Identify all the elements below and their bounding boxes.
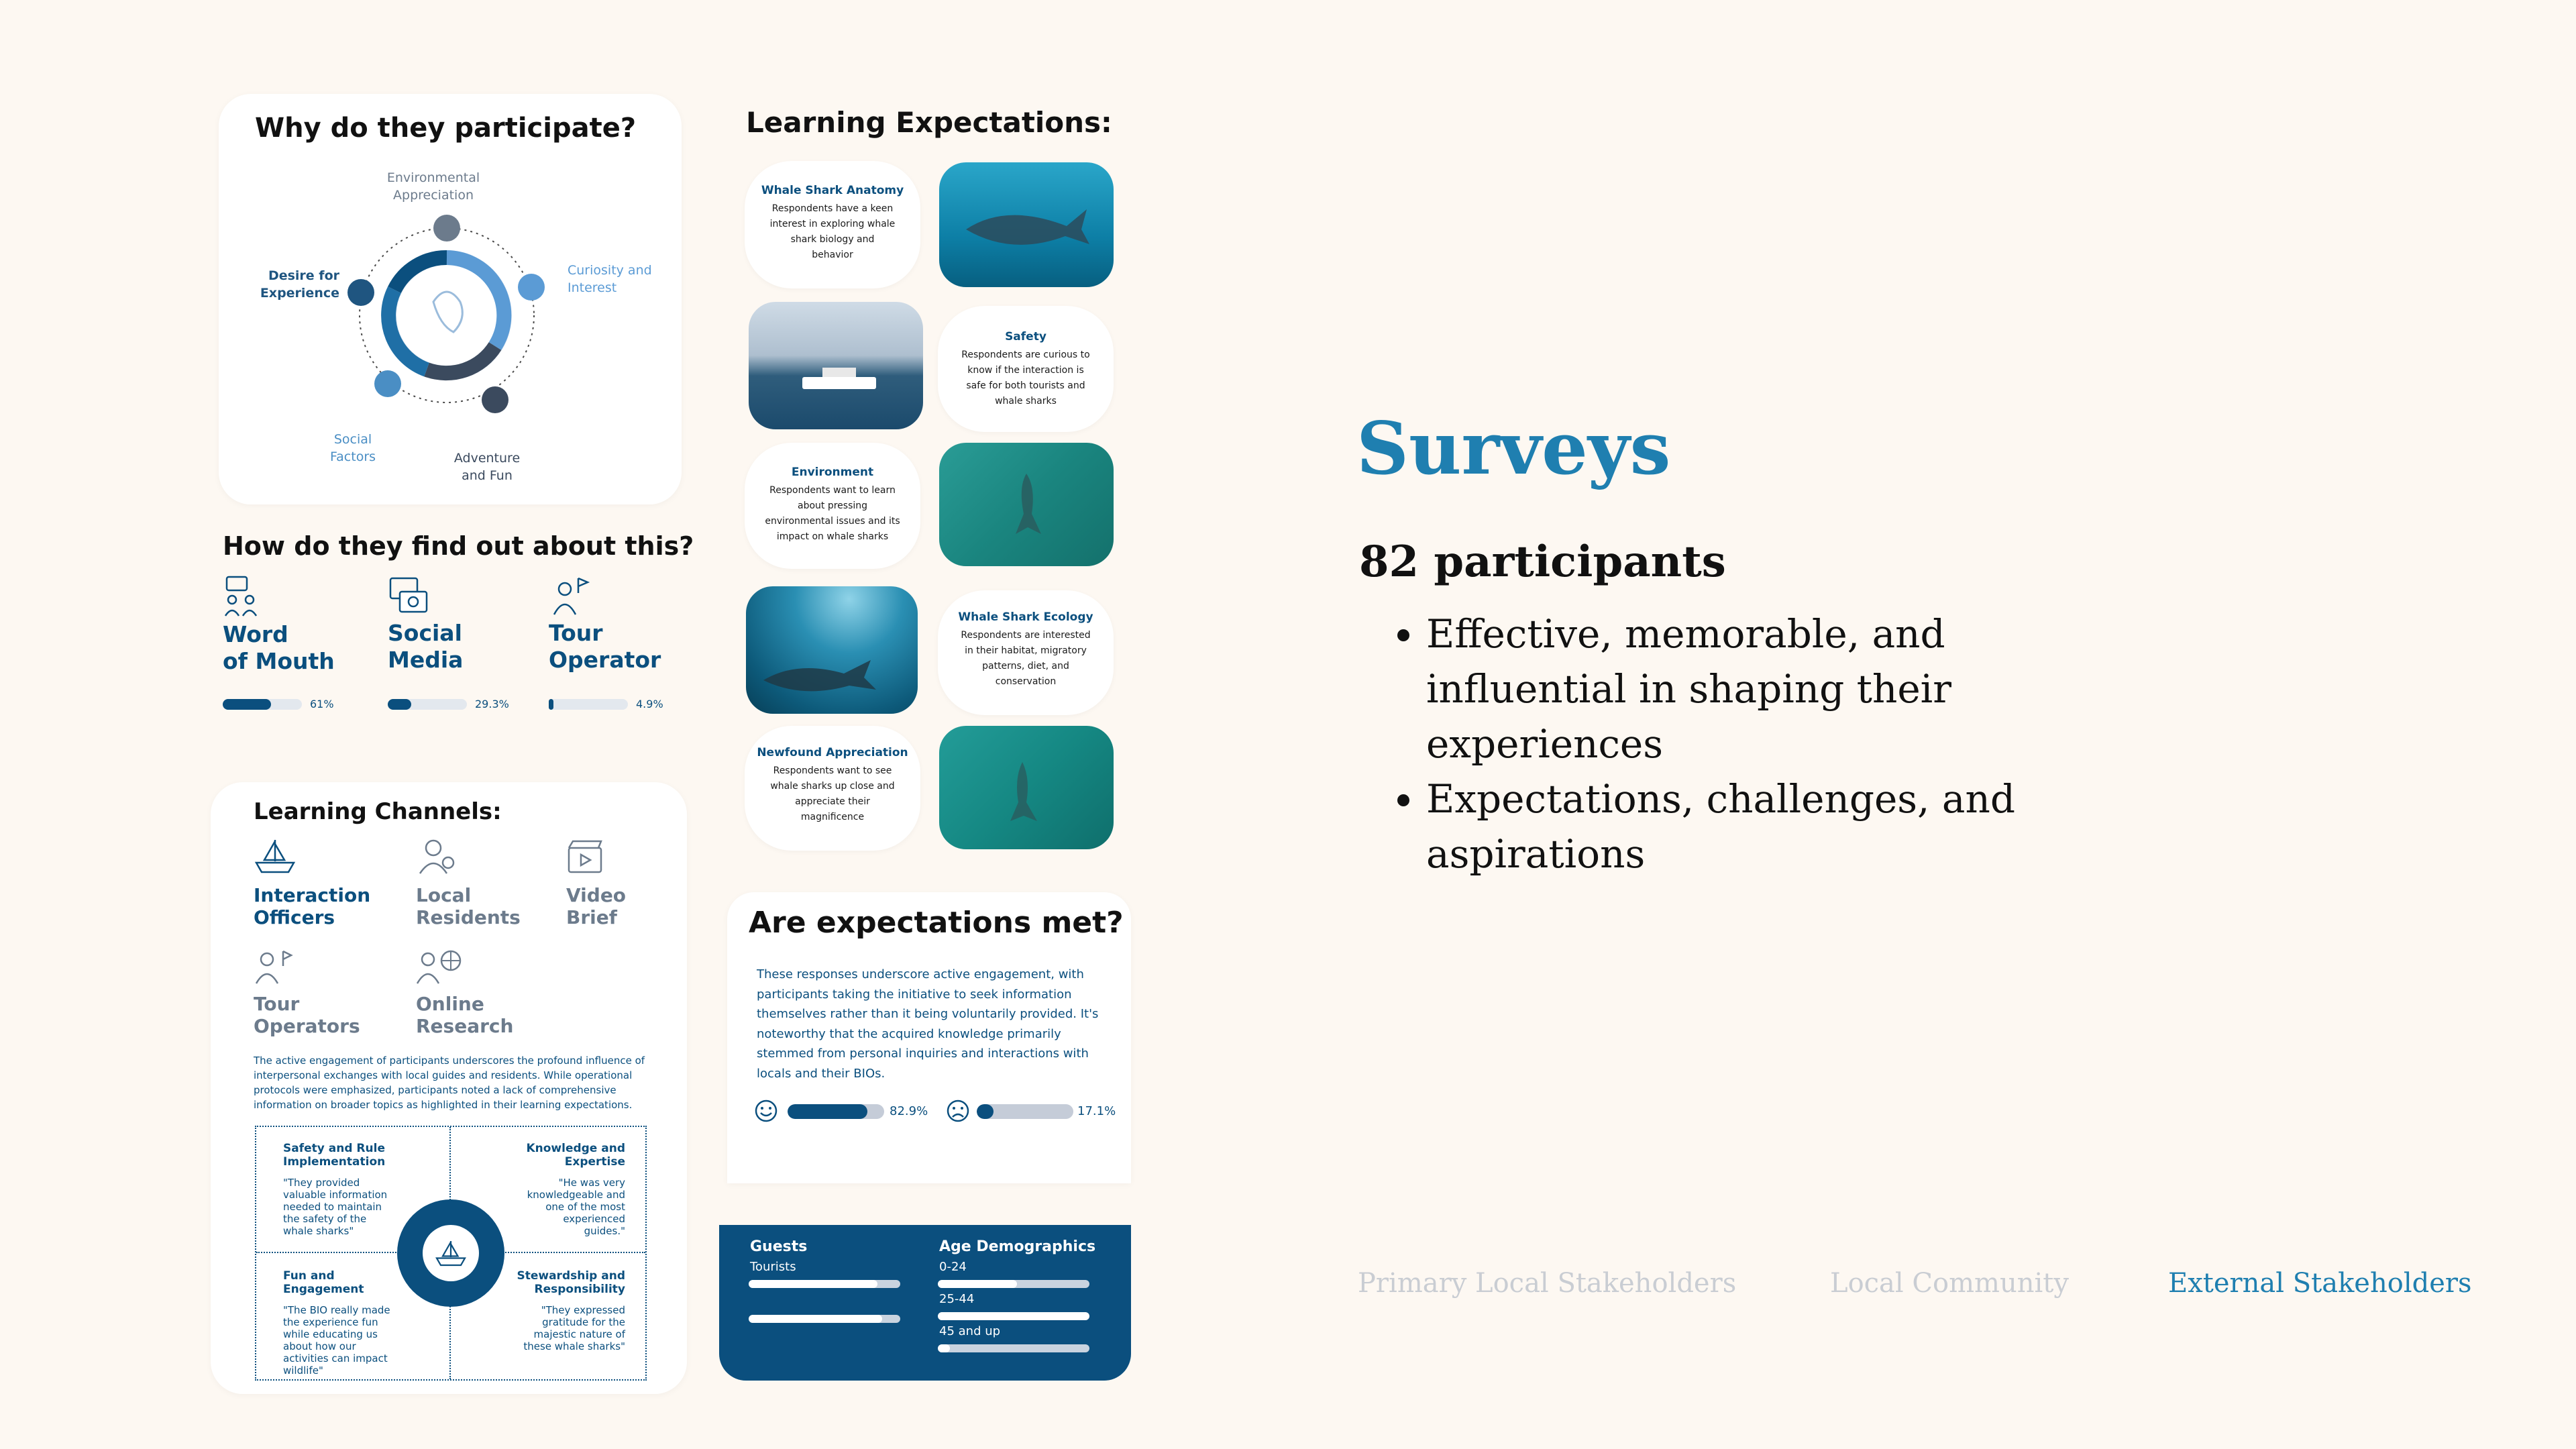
quadrant-bl-title: Fun and Engagement [283, 1269, 364, 1296]
quadrant-center-circle [397, 1199, 504, 1307]
age-25-44-bar [938, 1312, 1089, 1320]
guests-row2-bar-fill [749, 1315, 882, 1323]
tour-operator-percent: 4.9% [636, 698, 663, 710]
channel-video-brief [566, 884, 626, 928]
guests-title: Guests [750, 1238, 808, 1255]
main-title: Surveys [1356, 407, 1671, 491]
quadrant-tl-quote: "They provided valuable information needed to maintain the safety of the whale sharks" [283, 1177, 388, 1237]
met-yes-bar-fill [788, 1104, 867, 1119]
label-adventure: Adventure and Fun [453, 451, 521, 483]
met-yes-percent: 82.9% [890, 1104, 928, 1118]
label-curiosity: Curiosity and Interest [568, 263, 652, 295]
label-desire: Desire for Experience [260, 268, 339, 301]
photo-snorkeler-whale-shark [746, 586, 918, 714]
age-title: Age Demographics [939, 1238, 1096, 1255]
video-icon [566, 839, 604, 875]
age-45-up-bar-fill [938, 1344, 950, 1352]
how-label-1b: of Mouth [223, 648, 335, 674]
tour-operator-bar-fill [549, 699, 553, 710]
expectation-text: Respondents have a keen interest in exploring whale shark biology and behavior [769, 203, 896, 260]
met-paragraph: These responses underscore active engagement, with participants taking the initiative to seek information themselves rather than it being voluntarily provided. It's noteworthy that the acquired knowledge primarily stemmed from personal inquiries and interactions with locals and their BIOs. [757, 967, 1099, 1081]
how-label-1a: Word [223, 621, 288, 647]
tour-operator-bar [549, 699, 628, 710]
social-media-bar-fill [388, 699, 411, 710]
expectation-safety [938, 306, 1114, 432]
social-media-icon [388, 576, 429, 617]
met-card [727, 892, 1131, 1183]
channel-local-residents [416, 884, 521, 928]
nav-local-community[interactable]: Local Community [1830, 1268, 2069, 1299]
tour-operators-icon [254, 949, 294, 986]
quadrant-br-title: Stewardship and Responsibility [517, 1269, 625, 1296]
boat-icon [435, 1238, 467, 1268]
expectation-text: Respondents are curious to know if the interaction is safe for both tourists and whale sharks [961, 350, 1090, 407]
why-title: Why do they participate? [255, 113, 637, 144]
how-label-3b: Operator [549, 647, 661, 673]
how-title: How do they find out about this? [223, 531, 694, 561]
expectation-whale-shark-ecology [938, 590, 1114, 715]
expectation-title: Whale Shark Ecology [958, 610, 1093, 624]
nav-primary-local-stakeholders[interactable]: Primary Local Stakeholders [1358, 1268, 1737, 1299]
sad-face-icon [946, 1099, 970, 1123]
quadrant-center-inner [423, 1225, 479, 1281]
age-0-24-bar [938, 1280, 1089, 1288]
quadrant-br-quote: "They expressed gratitude for the majestic nature of these whale sharks" [523, 1304, 625, 1352]
boat-shape [802, 377, 876, 389]
tourists-bar [749, 1280, 900, 1288]
quadrant-tl-title: Safety and Rule Implementation [283, 1142, 386, 1169]
expectation-title: Whale Shark Anatomy [761, 184, 904, 197]
met-no-bar [977, 1104, 1073, 1119]
how-item-tour-operator [549, 576, 696, 674]
how-label-2b: Media [388, 647, 464, 673]
age-row-label: 45 and up [939, 1324, 1001, 1338]
met-no-percent: 17.1% [1077, 1104, 1116, 1118]
photo-aerial-whale-shark [939, 443, 1114, 566]
why-card [219, 94, 682, 504]
guests-row1-label: Tourists [750, 1260, 796, 1274]
social-media-percent: 29.3% [475, 698, 509, 710]
people-talking-icon [223, 576, 263, 619]
channels-title: Learning Channels: [254, 798, 502, 825]
whale-shark-silhouette [1000, 759, 1053, 833]
main-subtitle: 82 participants [1359, 537, 1726, 587]
channels-quadrants [255, 1126, 647, 1381]
channel-label: Online [416, 993, 484, 1015]
demographics-panel [719, 1225, 1131, 1381]
whale-shark-silhouette [959, 196, 1093, 256]
channel-label: Operators [254, 1015, 360, 1037]
expectation-environment [745, 443, 920, 569]
happy-face-icon [754, 1099, 778, 1123]
quadrant-bl-quote: "The BIO really made the experience fun while educating us about how our activities can impact wildlife" [283, 1304, 390, 1377]
word-of-mouth-bar-fill [223, 699, 271, 710]
met-no-bar-fill [977, 1104, 994, 1119]
channel-label: Local [416, 884, 472, 906]
age-row-label: 0-24 [939, 1260, 967, 1274]
tour-guide-icon [549, 576, 590, 617]
expectation-newfound-appreciation [745, 726, 920, 851]
label-social: Social Factors [329, 432, 376, 464]
word-of-mouth-bar [223, 699, 302, 710]
met-title: Are expectations met? [749, 906, 1124, 940]
channel-label: Brief [566, 906, 617, 928]
expectation-title: Safety [1005, 330, 1046, 343]
channels-paragraph: The active engagement of participants underscores the profound influence of interpersonal exchanges with local guides and residents. While operational protocols were emphasized, participants noted a lack of comprehensive information on broader topics as highlighted in their learning expectations. [254, 1055, 645, 1111]
age-25-44-bar-fill [938, 1312, 1089, 1320]
expectation-title: Environment [791, 466, 874, 479]
photo-whale-shark-underwater [939, 162, 1114, 287]
expectation-whale-shark-anatomy [745, 161, 920, 288]
channel-label: Officers [254, 906, 335, 928]
whale-shark-silhouette [1006, 470, 1053, 543]
how-label-3a: Tour [549, 620, 603, 646]
why-cycle-diagram [339, 208, 554, 423]
photo-boat-on-sea [749, 302, 923, 429]
boat-cabin [822, 368, 856, 377]
how-item-social-media [388, 576, 535, 674]
age-0-24-bar-fill [938, 1280, 1017, 1288]
photo-aerial-whale-shark-2 [939, 726, 1114, 849]
channel-label: Research [416, 1015, 514, 1037]
how-label-2a: Social [388, 620, 462, 646]
main-bullets [1359, 606, 2063, 881]
channel-tour-operators [254, 993, 360, 1037]
channels-card [211, 782, 687, 1394]
channel-interaction-officers [254, 884, 370, 928]
tourists-bar-fill [749, 1280, 877, 1288]
age-row-label: 25-44 [939, 1292, 975, 1306]
expectation-text: Respondents want to learn about pressing environmental issues and its impact on whale sharks [765, 485, 900, 542]
main-bullet: • Expectations, challenges, and aspirations [1426, 771, 2063, 881]
main-bullet: • Effective, memorable, and influential in shaping their experiences [1426, 606, 2063, 771]
expectation-title: Newfound Appreciation [757, 746, 908, 759]
channel-label: Interaction [254, 884, 371, 906]
channel-label: Tour [254, 993, 300, 1015]
quadrant-tr-quote: "He was very knowledgeable and one of the most experienced guides." [527, 1177, 625, 1237]
age-45-up-bar [938, 1344, 1089, 1352]
boat-icon [254, 837, 297, 875]
channel-online-research [416, 993, 513, 1037]
channel-label: Residents [416, 906, 521, 928]
local-resident-icon [416, 836, 456, 876]
expectations-title: Learning Expectations: [746, 106, 1112, 139]
online-research-icon [416, 949, 463, 986]
channel-label: Video [566, 884, 627, 906]
expectation-text: Respondents want to see whale sharks up close and appreciate their magnificence [770, 765, 895, 822]
met-yes-bar [788, 1104, 884, 1119]
word-of-mouth-percent: 61% [310, 698, 334, 710]
whale-shark-silhouette [759, 647, 894, 700]
how-item-word-of-mouth [223, 576, 370, 675]
expectation-text: Respondents are interested in their habitat, migratory patterns, diet, and conservation [961, 630, 1091, 687]
social-media-bar [388, 699, 467, 710]
label-environmental: Environmental Appreciation [386, 170, 480, 203]
quadrant-tr-title: Knowledge and Expertise [526, 1142, 625, 1169]
guests-row2-bar [749, 1315, 900, 1323]
nav-external-stakeholders[interactable]: External Stakeholders [2168, 1268, 2472, 1299]
